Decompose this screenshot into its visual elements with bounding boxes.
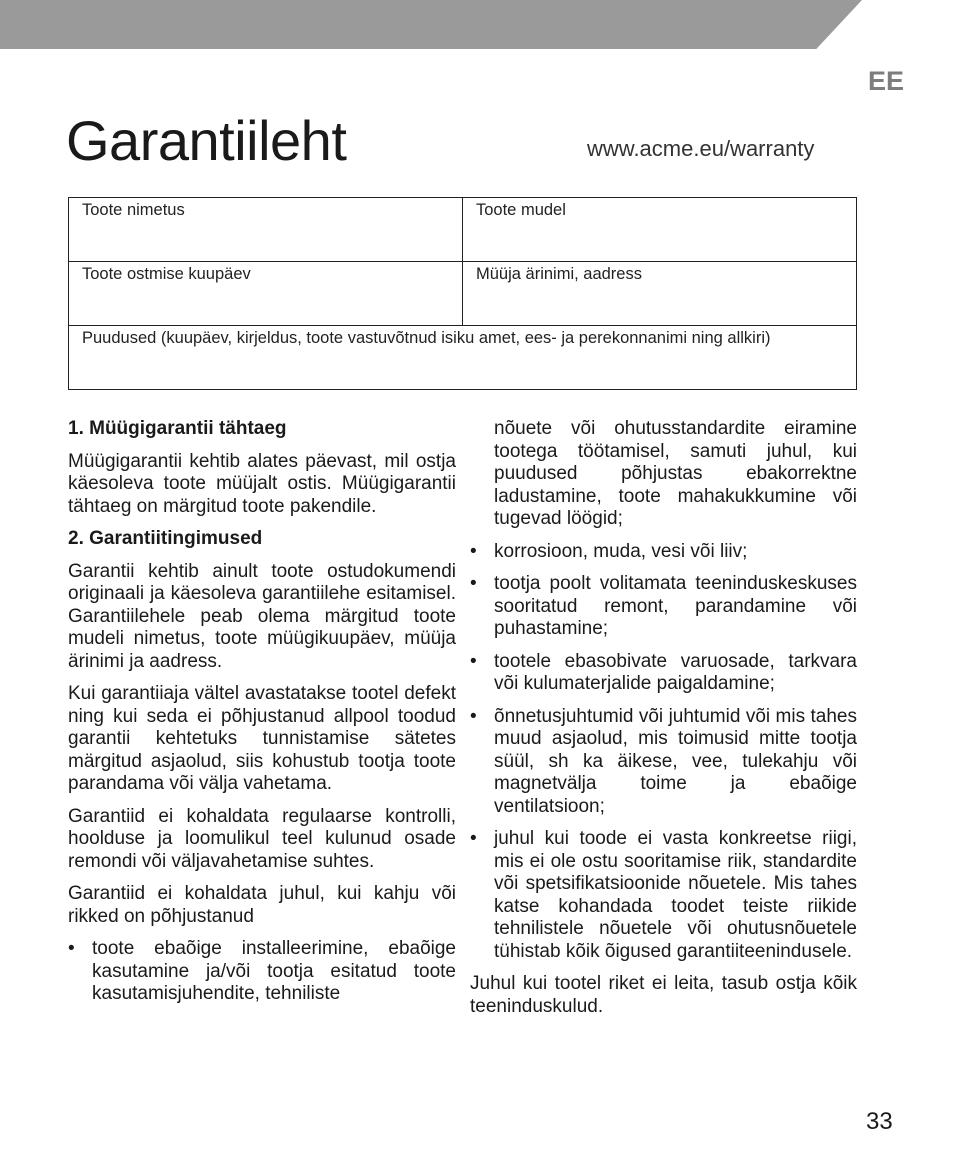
exclusion-list	[68, 938, 456, 1006]
field-product-name: Toote nimetus	[69, 198, 463, 262]
list-item-text: juhul kui toode ei vasta konkreetse riigi, mis ei ole ostu sooritamise riik, standardite või spetsifikatsioonide nõuetele. Mis tahes katse kohandada toodet teiste riikide tehnilistele nõuetele või ohutusnõuetele tühistab kõik õigused garantiiteenindusele.	[494, 828, 857, 962]
list-item-text: tootja poolt volitamata teeninduskeskuses sooritatud remont, parandamine või puhastamine;	[494, 573, 857, 639]
list-item-text: tootele ebasobivate varuosade, tarkvara või kulumaterjalide paigaldamine;	[494, 650, 857, 694]
list-item	[470, 828, 857, 963]
warranty-url: www.acme.eu/warranty	[587, 136, 815, 161]
bullet-marker: •	[68, 938, 75, 959]
bullet-marker: •	[470, 573, 477, 594]
paragraph-exclusions-maintenance: Garantiid ei kohaldata regulaarse kontrolli, hoolduse ja loomulikul teel kulunud osade remondi või väljavahetamise suhtes.	[68, 805, 456, 872]
paragraph-warranty-period: Müügigarantii kehtib alates päevast, mil ostja käesoleva toote müüjalt ostis. Müügigarantii tähtaeg on märgitud toote pakendile.	[68, 450, 456, 517]
list-item	[470, 573, 857, 641]
bullet-marker: •	[470, 540, 477, 562]
paragraph-defect-repair: Kui garantiiaja vältel avastatakse tootel defekt ning kui seda ei põhjustanud allpool toodud garantii kehtetuks tunnistamise sätetes märgitud asjaolud, siis kohustub tootja toote parandama või välja vahetama.	[68, 683, 456, 794]
bullet-marker: •	[470, 705, 477, 727]
list-item-text: õnnetusjuhtumid või juhtumid või mis tahes muud asjaolud, mis toimusid mitte tootja süül, sh ka äikese, vee, tulekahju või magnetvälja toime ja ebaõige ventilatsioon;	[494, 705, 857, 817]
paragraph-warranty-terms: Garantii kehtib ainult toote ostudokumendi originaali ja käesoleva garantiilehe esitamisel. Garantiilehele peab olema märgitud toote mudeli nimetus, toote müügikuupäev, müüja ärinimi ja aadress.	[68, 560, 456, 672]
exclusion-list-continued	[470, 541, 857, 964]
list-item-continuation: nõuete või ohutusstandardite eiramine tootega töötamisel, samuti juhul, kui puudused põhjustas ebakorrektne ladustamine, toote mahakukkumine või tugevad löögid;	[494, 418, 857, 529]
field-defects: Puudused (kuupäev, kirjeldus, toote vastuvõtnud isiku amet, ees- ja perekonnanimi ning allkiri)	[69, 326, 857, 390]
right-column	[470, 418, 857, 1028]
list-item	[470, 706, 857, 819]
section-heading-warranty-terms: 2. Garantiitingimused	[68, 528, 263, 549]
list-item	[68, 938, 456, 1006]
list-item	[470, 541, 857, 564]
paragraph-exclusions-intro: Garantiid ei kohaldata juhul, kui kahju või rikked on põhjustanud	[68, 883, 456, 927]
page-title: Garantiileht	[66, 109, 347, 172]
list-item-text: korrosioon, muda, vesi või liiv;	[494, 540, 748, 562]
field-seller: Müüja ärinimi, aadress	[463, 262, 857, 326]
field-product-model: Toote mudel	[463, 198, 857, 262]
left-column	[68, 418, 456, 1016]
warranty-form	[68, 197, 857, 390]
language-code: EE	[868, 66, 905, 96]
field-purchase-date: Toote ostmise kuupäev	[69, 262, 463, 326]
header-band	[0, 0, 862, 49]
list-item	[470, 651, 857, 696]
paragraph-service-costs: Juhul kui tootel riket ei leita, tasub ostja kõik teeninduskulud.	[470, 973, 857, 1017]
list-item-text: toote ebaõige installeerimine, ebaõige kasutamine ja/või tootja esitatud toote kasutamisjuhendite, tehniliste	[92, 938, 456, 1004]
bullet-marker: •	[470, 828, 477, 849]
bullet-marker: •	[470, 650, 477, 672]
page-number: 33	[866, 1108, 893, 1135]
section-heading-warranty-period: 1. Müügigarantii tähtaeg	[68, 418, 287, 439]
